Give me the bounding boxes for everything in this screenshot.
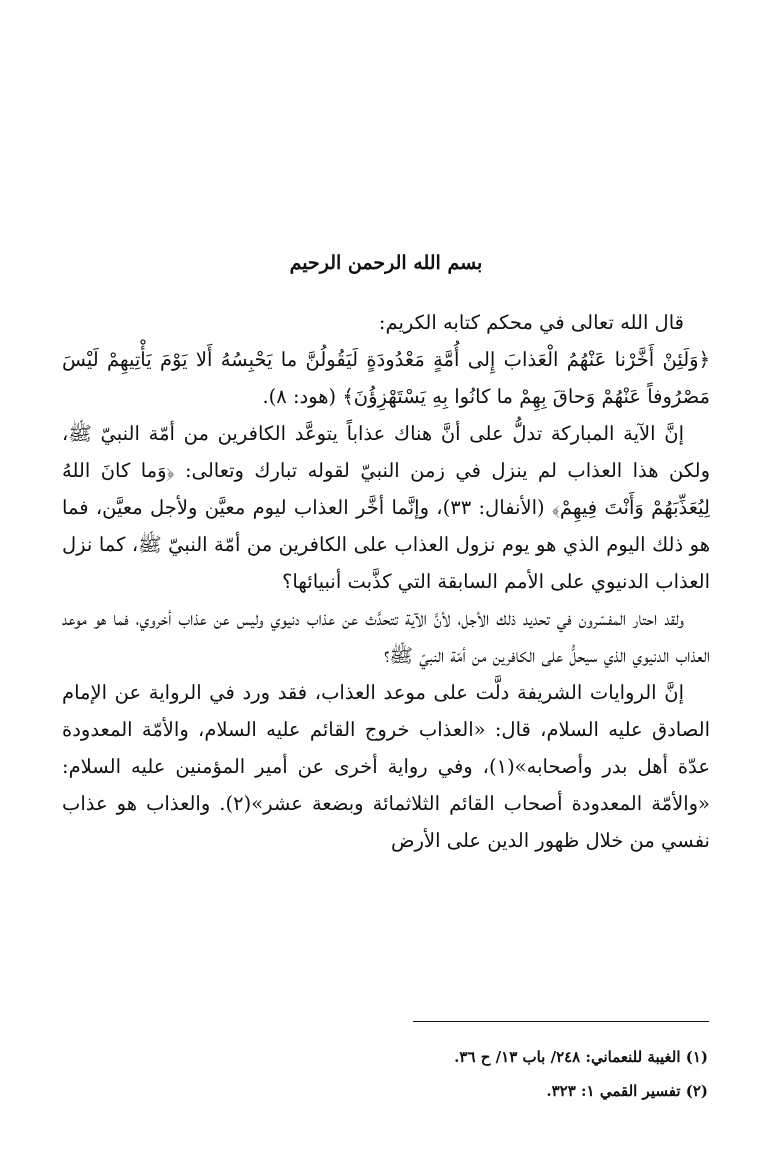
- page-body: [62, 248, 710, 859]
- intro-paragraph: قال الله تعالى في محكم كتابه الكريم:: [378, 311, 684, 334]
- footnotes: [300, 1040, 708, 1108]
- body-paragraph-3: إنَّ الروايات الشريفة دلَّت على موعد العذاب، فقد ورد في الرواية عن الإمام الصادق عليه السلام، قال: «العذاب خروج القائم عليه السلام، والأمّة المعدودة عدّة أهل بدر وأصحابه»(١)، وفي رواية أخرى عن أمير المؤمنين عليه السلام: «والأمّة المعدودة أصحاب القائم الثلاثمائة وبضعة عشر»(٢). والعذاب هو عذاب نفسي من خلال ظهور الدين على الأرض: [62, 681, 710, 852]
- body-paragraph-2: ولقد احتار المفسّرون في تحديد ذلك الأجل، لأنَّ الآية تتحدَّث عن عذاب دنيوي وليس عن عذاب أخروي، فما هو موعد العذاب الدنيوي الذي سيحلُّ على الكافرين من أمّة النبيّ ﷺ؟: [62, 607, 710, 667]
- body-paragraph-1: إنَّ الآية المباركة تدلُّ على أنَّ هناك عذاباً يتوعَّد الكافرين من أمّة النبيّ ﷺ، ولكن هذا العذاب لم ينزل في زمن النبيّ لقوله تبارك وتعالى: ﴿وَما كانَ اللهُ لِيُعَذِّبَهُمْ وَأَنْتَ فِيهِمْ﴾ (الأنفال: ٣٣)، وإنَّما أخَّر العذاب ليوم معيَّن ولأجل معيَّن، فما هو ذلك اليوم الذي هو يوم نزول العذاب على الكافرين من أمّة النبيّ ﷺ، كما نزل العذاب الدنيوي على الأمم السابقة التي كذَّبت أنبيائها؟: [62, 422, 710, 593]
- footnote-1: (١) الغيبة للنعماني: ٢٤٨/ باب ١٣/ ح ٣٦.: [454, 1048, 708, 1066]
- footnote-divider: [413, 1021, 709, 1022]
- footnote-2: (٢) تفسير القمي ١: ٣٢٣.: [546, 1082, 708, 1100]
- quran-verse: ﴿وَلَئِنْ أَخَّرْنا عَنْهُمُ الْعَذابَ إِلى أُمَّةٍ مَعْدُودَةٍ لَيَقُولُنَّ ما يَحْبِسُهُ أَلا يَوْمَ يَأْتِيهِمْ لَيْسَ مَصْرُوفاً عَنْهُمْ وَحاقَ بِهِمْ ما كانُوا بِهِ يَسْتَهْزِؤُنَ﴾ (هود: ٨).: [62, 348, 710, 408]
- basmala-heading: بسم الله الرحمن الرحيم: [289, 252, 483, 274]
